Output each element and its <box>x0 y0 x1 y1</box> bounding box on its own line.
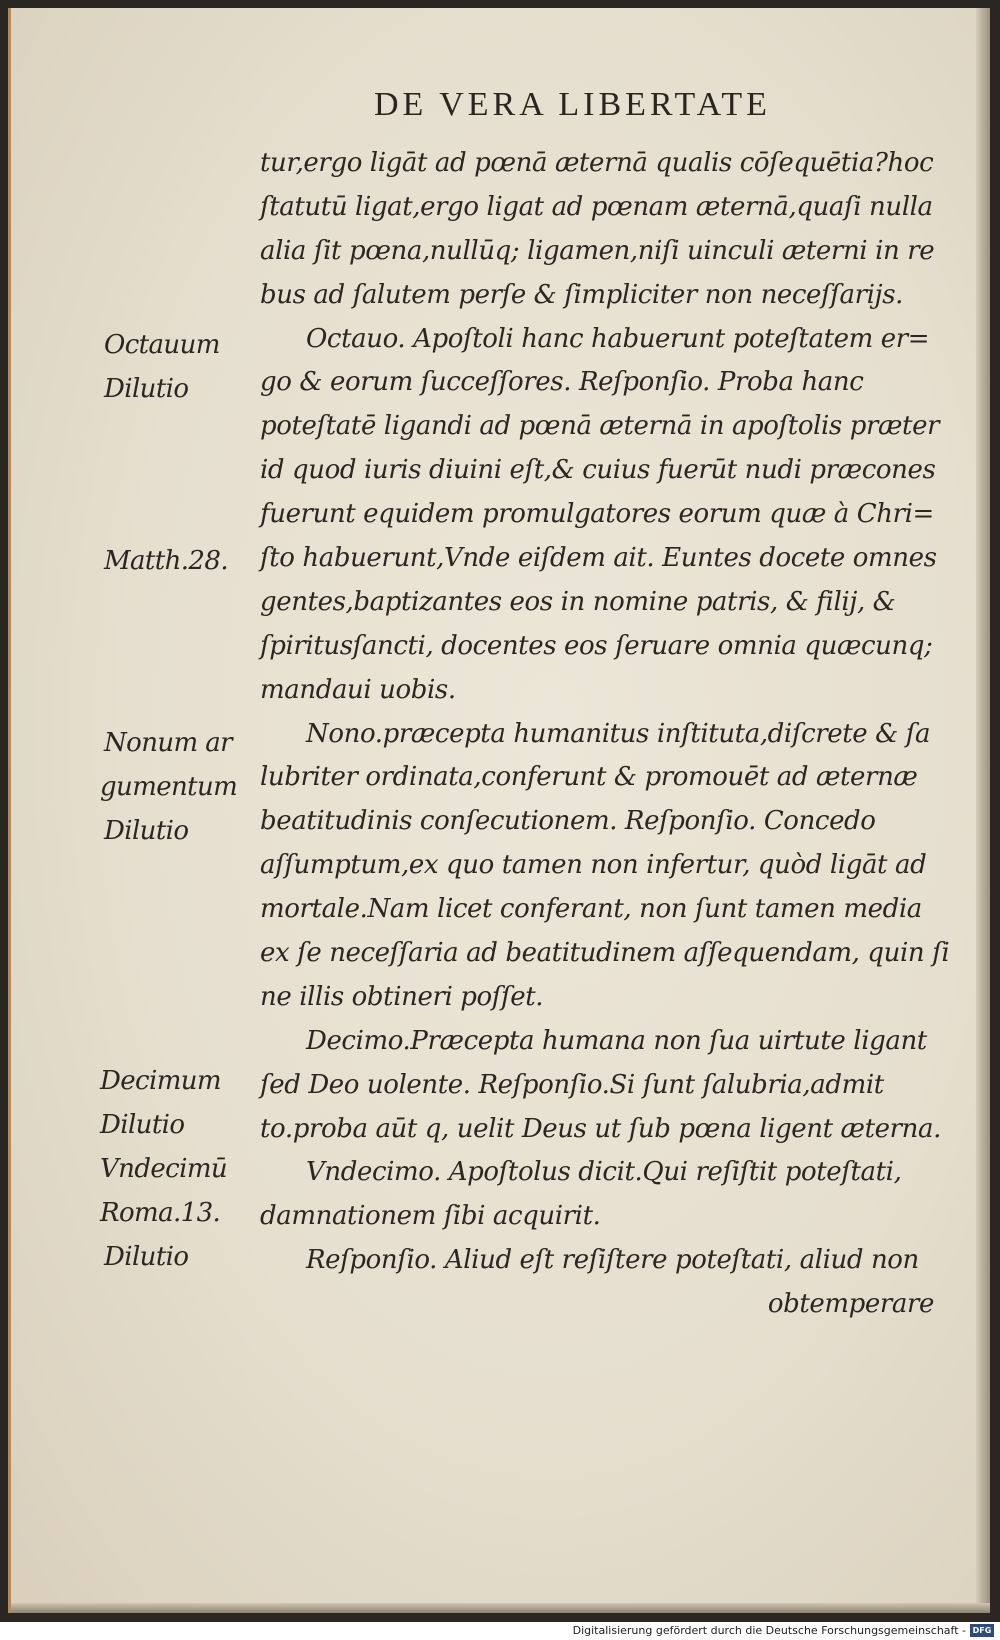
text-line: ex ſe neceſſaria ad beatitudinem aſſequendam, quin ſi <box>260 938 950 969</box>
text-line: mandaui uobis. <box>260 674 456 705</box>
text-line: obtemperare <box>767 1289 934 1320</box>
page-edge-bottom <box>11 1603 990 1613</box>
text-line: tur,ergo ligāt ad pœnā æternā qualis cōſequētia?hoc <box>260 148 934 178</box>
text-line: gentes,baptizantes eos in nomine patris, & filij, & <box>260 586 896 617</box>
dfg-logo: DFG <box>970 1624 994 1637</box>
text-line: Vndecimo. Apoſtolus dicit.Qui reſiſtit poteſtati, <box>306 1157 902 1188</box>
text-line: ſto habuerunt,Vnde eiſdem ait. Euntes docete omnes <box>260 543 937 574</box>
text-line: Reſponſio. Aliud eſt reſiſtere poteſtati, aliud non <box>306 1245 919 1276</box>
text-line: go & eorum ſucceſſores. Reſponſio. Proba hanc <box>260 367 864 398</box>
text-line: lubriter ordinata,conferunt & promouēt ad æternæ <box>260 762 918 793</box>
text-line: Nono.præcepta humanitus inſtituta,diſcrete & ſa <box>306 718 931 749</box>
margin-note-dilutio: Dilutio <box>104 1242 189 1272</box>
margin-note-decimum: Decimum <box>100 1066 221 1096</box>
margin-note-vndecimum: Vndecimū <box>100 1154 228 1184</box>
text-line: ſed Deo uolente. Reſponſio.Si ſunt ſalubria,admit <box>260 1069 884 1100</box>
text-line: ne illis obtineri poſſet. <box>260 981 544 1012</box>
text-line: bus ad ſalutem perſe & ſimpliciter non neceſſarijs. <box>260 279 904 310</box>
text-line: aſſumptum,ex quo tamen non infertur, quòd ligāt ad <box>260 850 927 881</box>
text-line: to.proba aūt q, uelit Deus ut ſub pœna ligent æterna. <box>260 1113 941 1144</box>
text-line: ſtatutū ligat,ergo ligat ad pœnam æternā,quaſi nulla <box>260 191 933 222</box>
text-line: alia ſit pœna,nullūq; ligamen,niſi uinculi æterni in re <box>260 235 935 266</box>
margin-note-dilutio: Dilutio <box>104 374 189 404</box>
text-line: ſpiritusſancti, docentes eos ſeruare omnia quæcunq; <box>260 630 933 661</box>
running-head: DE VERA LIBERTATE <box>374 86 771 123</box>
margin-note-dilutio: Dilutio <box>100 1110 185 1140</box>
text-line: beatitudinis conſecutionem. Reſponſio. Concedo <box>260 806 876 837</box>
page-edge-right <box>976 8 990 1613</box>
margin-note-roma: Roma.13. <box>100 1198 221 1228</box>
digitization-credit: Digitalisierung gefördert durch die Deutsche Forschungsgemeinschaft - <box>572 1624 966 1637</box>
text-line: Decimo.Præcepta humana non ſua uirtute ligant <box>306 1025 927 1056</box>
margin-note-nonum-cont: gumentum <box>100 772 238 802</box>
text-line: id quod iuris diuini eſt,& cuius fuerūt nudi præcones <box>260 455 936 486</box>
text-line: damnationem ſibi acquirit. <box>260 1201 601 1232</box>
text-line: mortale.Nam licet conferant, non ſunt tamen media <box>260 894 922 925</box>
margin-note-octauum: Octauum <box>104 330 220 360</box>
body-text <box>260 142 950 1327</box>
margin-note-dilutio: Dilutio <box>104 816 189 846</box>
text-line: fuerunt equidem promulgatores eorum quæ à Chri= <box>260 499 934 530</box>
margin-note-matth: Matth.28. <box>104 546 228 576</box>
text-line: poteſtatē ligandi ad pœnā æternā in apoſtolis præter <box>260 411 940 442</box>
text-line: Octauo. Apoſtoli hanc habuerunt poteſtatem er= <box>306 323 930 354</box>
margin-note-nonum: Nonum ar <box>104 728 232 758</box>
